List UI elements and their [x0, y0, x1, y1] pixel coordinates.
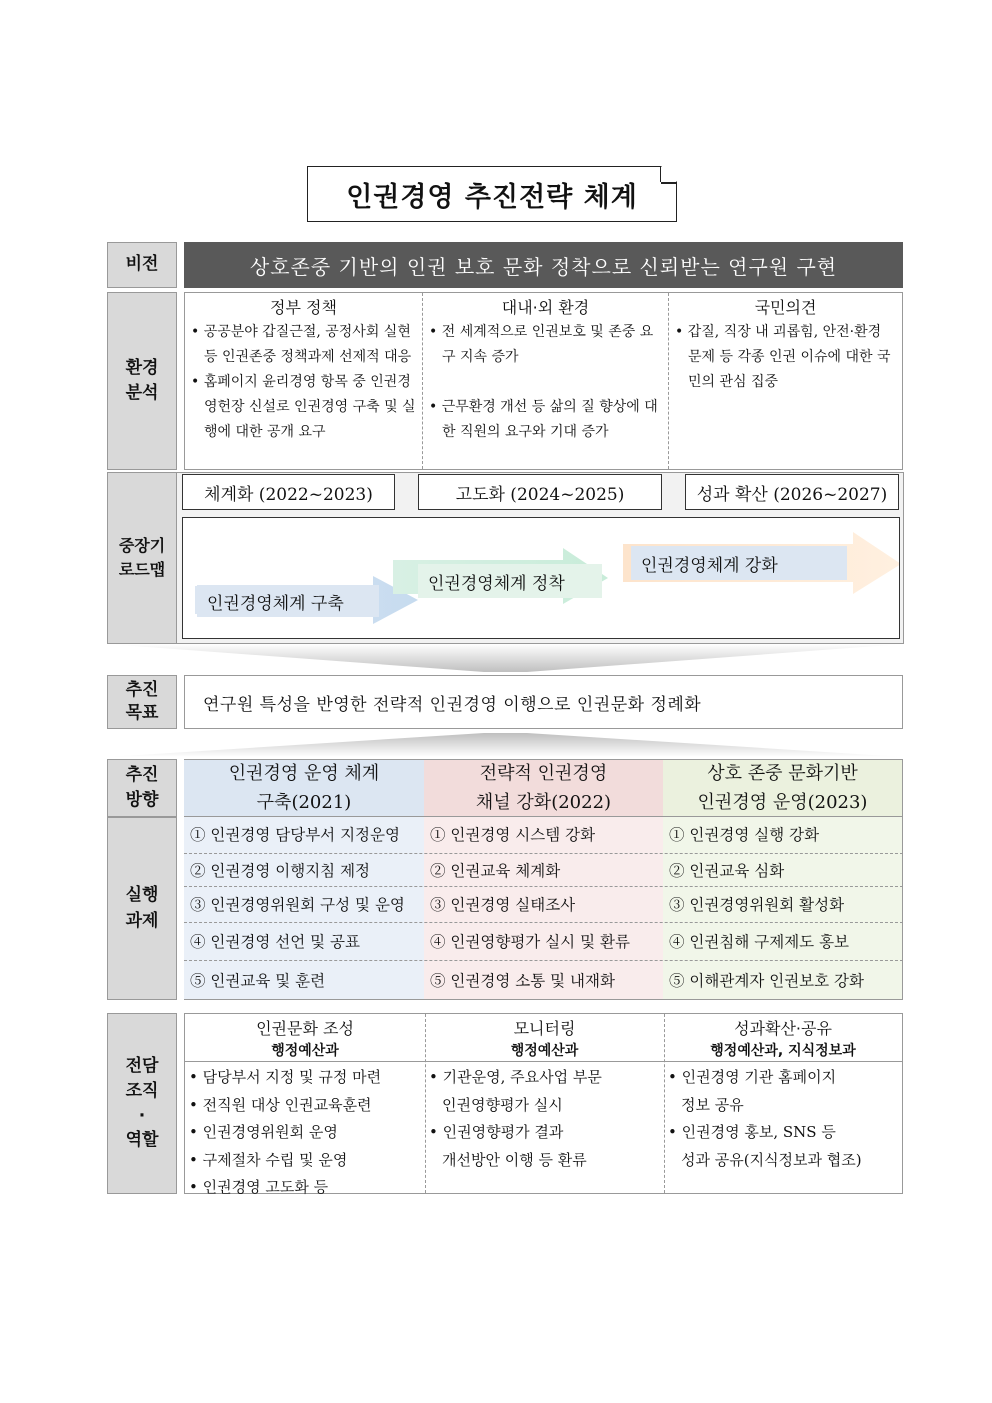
org-item: • 구제절차 수립 및 운영: [189, 1147, 421, 1175]
connector-chevron-1: [107, 644, 904, 674]
document-title-box: [307, 166, 677, 222]
label-goal-text: 추진 목표: [125, 680, 159, 723]
task-row-divider: [184, 886, 903, 887]
title-fold-corner: [661, 166, 677, 182]
title-fold-line: [661, 182, 677, 184]
task-item: ⑤ 인권교육 및 훈련: [190, 971, 326, 990]
direction-line1: 상호 존중 문화기반: [707, 763, 858, 784]
direction-1: [184, 759, 424, 817]
task-item: ② 인권경영 이행지침 제정: [190, 861, 371, 880]
tasks-bottom-border: [184, 999, 663, 1000]
vision-text: 상호존중 기반의 인권 보호 문화 정착으로 신뢰받는 연구원 구현: [249, 254, 838, 279]
env-item: • 공공분야 갑질근절, 공정사회 실현 등 인권존중 정책과제 선제적 대응: [191, 320, 416, 370]
org-head-title: 성과확산·공유: [734, 1019, 832, 1038]
org-head-1: [185, 1014, 425, 1062]
env-head: 국민의견: [754, 298, 817, 317]
task-item: ② 인권교육 체계화: [430, 861, 561, 880]
phase-text: 성과 확산 (2026~2027): [696, 484, 888, 505]
env-item: • 홈페이지 윤리경영 항목 중 인권경영헌장 신설로 인권경영 구축 및 실행에 대한 공개 요구: [191, 370, 416, 445]
org-head-title: 인권문화 조성: [256, 1019, 354, 1038]
roadmap-step-text: 인권경영체계 강화: [641, 555, 778, 576]
phase-text: 고도화 (2024~2025): [455, 484, 625, 505]
goal-text: 연구원 특성을 반영한 전략적 인권경영 이행으로 인권문화 정례화: [203, 694, 702, 715]
label-org: [107, 1013, 177, 1194]
label-vision: [107, 242, 177, 288]
task-row-divider: [184, 853, 903, 854]
label-goal: [107, 675, 177, 729]
direction-line2: 구축(2021): [256, 792, 352, 813]
phase-3: [685, 474, 899, 510]
env-item: • 갑질, 직장 내 괴롭힘, 안전·환경 문제 등 각종 인권 이슈에 대한 국민의 관심 집중: [675, 320, 896, 395]
task-item: ④ 인권영향평가 실시 및 환류: [430, 933, 630, 951]
org-item-cont: 정보 공유: [681, 1095, 744, 1114]
phase-1: [182, 474, 395, 510]
roadmap-chart: [182, 517, 900, 639]
org-item-cont: 인권영향평가 실시: [442, 1095, 563, 1114]
direction-line1: 인권경영 운영 체계: [228, 763, 380, 784]
roadmap-step-2: [418, 564, 602, 598]
phase-text: 체계화 (2022~2023): [204, 484, 373, 505]
task-item: ③ 인권경영위원회 구성 및 운영: [190, 896, 405, 914]
task-row-divider: [184, 960, 903, 961]
task-item: ③ 인권경영위원회 활성화: [669, 896, 845, 914]
label-env-text: 환경 분석: [125, 357, 159, 403]
label-roadmap: [107, 472, 177, 644]
task-item: ⑤ 이해관계자 인권보호 강화: [669, 971, 864, 990]
roadmap-step-3: [631, 546, 847, 580]
org-head-dept: 행정예산과: [510, 1043, 579, 1059]
org-item: • 담당부서 지정 및 규정 마련: [189, 1064, 421, 1092]
connector-chevron-2: [107, 731, 904, 758]
task-item: ④ 인권경영 선언 및 공표: [190, 933, 360, 951]
org-item: • 인권경영위원회 운영: [189, 1119, 421, 1147]
direction-3: [663, 759, 903, 817]
roadmap-step-1: [197, 585, 379, 617]
task-item: ④ 인권침해 구제제도 홍보: [669, 933, 850, 951]
org-item: • 기관운영, 주요사업 부문: [429, 1064, 660, 1092]
org-item: • 인권경영 기관 홈페이지: [668, 1064, 898, 1092]
direction-line2: 채널 강화(2022): [475, 792, 612, 813]
org-head-title: 모니터링: [513, 1019, 576, 1038]
org-head-3: [664, 1014, 902, 1062]
org-item-cont: 성과 공유(지식정보과 협조): [681, 1150, 862, 1169]
org-section: [184, 1013, 903, 1194]
task-row-divider: [184, 922, 903, 923]
task-item: ② 인권교육 심화: [669, 861, 785, 880]
org-item: • 인권경영 홍보, SNS 등: [668, 1119, 898, 1147]
env-col-public: [668, 293, 902, 469]
org-body-3: [664, 1062, 902, 1193]
task-item: ⑤ 인권경영 소통 및 내재화: [430, 971, 615, 990]
label-tasks: [107, 817, 177, 1000]
direction-line1: 전략적 인권경영: [479, 763, 608, 784]
label-tasks-text: 실행 과제: [125, 885, 159, 931]
vision-statement: [184, 242, 903, 288]
task-item: ① 인권경영 담당부서 지정운영: [190, 826, 400, 844]
env-col-environment: [422, 293, 668, 469]
task-item: ① 인권경영 실행 강화: [669, 826, 820, 844]
direction-2: [424, 759, 663, 817]
label-roadmap-text: 중장기 로드맵: [118, 536, 166, 579]
label-vision-text: 비전: [125, 254, 159, 275]
roadmap-step-text: 인권경영체계 정착: [428, 573, 565, 594]
env-col-government: [185, 293, 422, 469]
org-item: • 인권경영 고도화 등: [189, 1174, 421, 1202]
org-item: • 전직원 대상 인권교육훈련: [189, 1092, 421, 1120]
org-head-dept: 행정예산과: [271, 1043, 339, 1059]
env-gap: [429, 370, 662, 395]
label-org-text: 전담 조직 · 역할: [125, 1056, 159, 1151]
title-fold-line2: [660, 166, 662, 182]
env-analysis: [184, 292, 903, 470]
org-item-cont: 개선방안 이행 등 환류: [442, 1150, 587, 1169]
label-direction: [107, 759, 177, 817]
org-body-1: [185, 1062, 425, 1196]
direction-line2: 인권경영 운영(2023): [697, 792, 868, 813]
task-item: ① 인권경영 시스템 강화: [430, 826, 596, 844]
label-env: [107, 292, 177, 470]
org-item: • 인권영향평가 결과: [429, 1119, 660, 1147]
env-head: 대내·외 환경: [501, 298, 590, 317]
env-item: • 근무환경 개선 등 삶의 질 향상에 대한 직원의 요구와 기대 증가: [429, 395, 662, 445]
env-head: 정부 정책: [270, 298, 337, 317]
phase-2: [418, 474, 662, 510]
org-head-dept: 행정예산과, 지식정보과: [710, 1043, 856, 1059]
task-item: ③ 인권경영 실태조사: [430, 896, 576, 914]
org-body-2: [425, 1062, 664, 1193]
goal-statement: [184, 675, 903, 729]
roadmap-step-text: 인권경영체계 구축: [207, 593, 344, 614]
label-direction-text: 추진 방향: [125, 764, 159, 810]
document-title: 인권경영 추진전략 체계: [346, 181, 638, 213]
org-head-2: [425, 1014, 664, 1062]
env-item: • 전 세계적으로 인권보호 및 존중 요구 지속 증가: [429, 320, 662, 370]
